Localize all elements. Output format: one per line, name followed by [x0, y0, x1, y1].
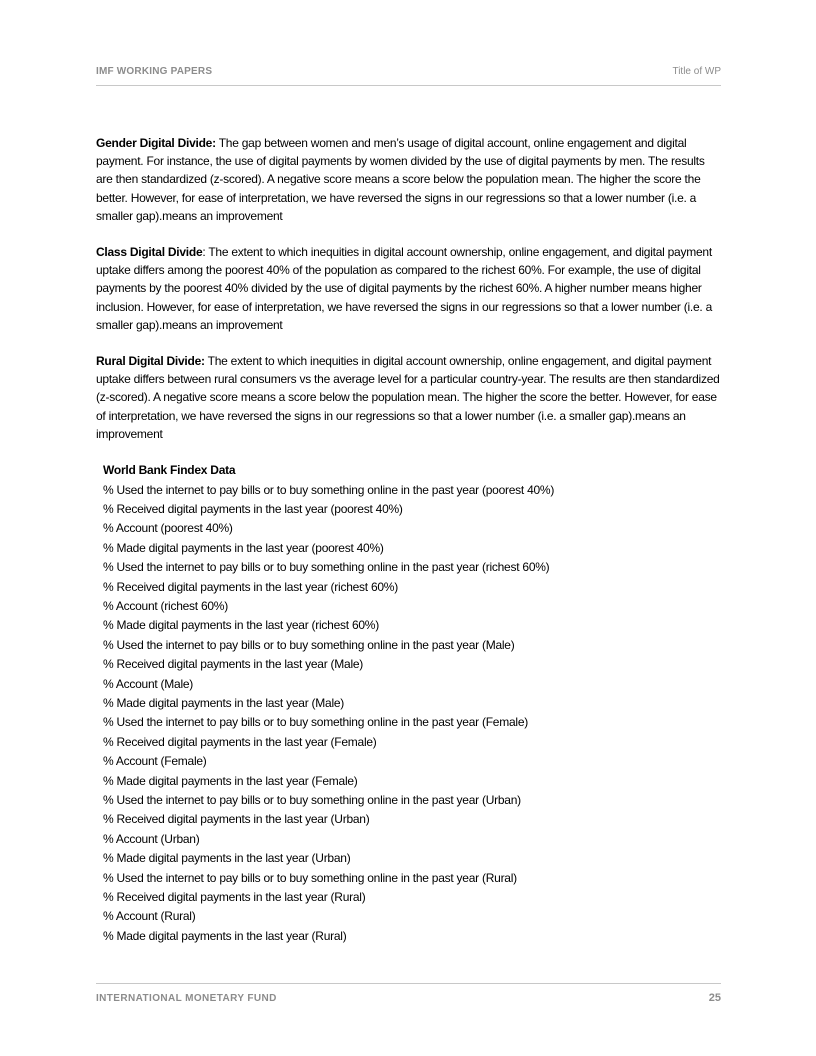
list-item: % Received digital payments in the last year (Female)	[103, 734, 377, 749]
findex-title: World Bank Findex Data	[103, 463, 236, 478]
findex-variable-list	[103, 481, 721, 947]
findex-section	[96, 461, 721, 946]
list-item: % Made digital payments in the last year (Urban)	[103, 851, 351, 866]
list-item: % Used the internet to pay bills or to buy something online in the past year (Female)	[103, 715, 528, 730]
list-item: % Received digital payments in the last year (Urban)	[103, 812, 370, 827]
working-paper-title: Title of WP	[672, 66, 721, 77]
series-title: IMF WORKING PAPERS	[96, 66, 213, 77]
definition-text: The extent to which inequities in digital account ownership, online engagement, and digital payment uptake differs between rural consumers vs the average level for a particular country-year. The results are then standardized (z-scored). A negative score means a score below the population mean. The higher the score the better. However, for ease of interpretation, we have reversed the signs in our regressions so that a lower number (i.e. a smaller gap).means an improvement	[96, 354, 720, 441]
definition-class-divide	[96, 243, 721, 334]
list-item: % Made digital payments in the last year (poorest 40%)	[103, 540, 384, 555]
definition-term: Rural Digital Divide:	[96, 354, 205, 369]
page-number: 25	[708, 992, 721, 1004]
page-header	[96, 66, 721, 86]
definition-rural-divide	[96, 352, 721, 443]
list-item: % Account (poorest 40%)	[103, 521, 233, 536]
list-item: % Made digital payments in the last year (Rural)	[103, 928, 347, 943]
list-item: % Account (Urban)	[103, 831, 200, 846]
list-item: % Received digital payments in the last year (Male)	[103, 657, 364, 672]
list-item: % Made digital payments in the last year (Female)	[103, 773, 358, 788]
page-footer	[96, 983, 721, 1006]
list-item: % Used the internet to pay bills or to buy something online in the past year (richest 60%)	[103, 560, 550, 575]
definition-gender-divide	[96, 134, 721, 225]
list-item: % Used the internet to pay bills or to buy something online in the past year (Rural)	[103, 870, 517, 885]
list-item: % Used the internet to pay bills or to buy something online in the past year (Male)	[103, 637, 515, 652]
list-item: % Received digital payments in the last year (Rural)	[103, 890, 366, 905]
list-item: % Used the internet to pay bills or to buy something online in the past year (Urban)	[103, 793, 521, 808]
list-item: % Account (Male)	[103, 676, 194, 691]
list-item: % Received digital payments in the last year (richest 60%)	[103, 579, 398, 594]
list-item: % Made digital payments in the last year (richest 60%)	[103, 618, 379, 633]
publisher-name: INTERNATIONAL MONETARY FUND	[96, 993, 277, 1004]
definition-text: The gap between women and men’s usage of digital account, online engagement and digital payment. For instance, the use of digital payments by women divided by the use of digital payments by men. The results are then standardized (z-scored). A negative score means a score below the population mean. The higher the score the better. However, for ease of interpretation, we have reversed the signs in our regressions so that a lower number (i.e. a smaller gap).means an improvement	[96, 136, 705, 223]
list-item: % Received digital payments in the last year (poorest 40%)	[103, 501, 403, 516]
list-item: % Made digital payments in the last year (Male)	[103, 696, 345, 711]
list-item: % Used the internet to pay bills or to buy something online in the past year (poorest 40%)	[103, 482, 555, 497]
list-item: % Account (Female)	[103, 754, 207, 769]
page-body	[96, 134, 721, 946]
definition-text: : The extent to which inequities in digital account ownership, online engagement, and digital payment uptake differs among the poorest 40% of the population as compared to the richest 60%. For example, the use of digital payments by the poorest 40% divided by the use of digital payments by the richest 60%. A higher number means higher inclusion. However, for ease of interpretation, we have reversed the signs in our regressions so that a lower number (i.e. a smaller gap).means an improvement	[96, 245, 712, 332]
list-item: % Account (richest 60%)	[103, 598, 228, 613]
definition-term: Gender Digital Divide:	[96, 136, 216, 150]
list-item: % Account (Rural)	[103, 909, 196, 924]
definition-term: Class Digital Divide	[96, 245, 203, 260]
